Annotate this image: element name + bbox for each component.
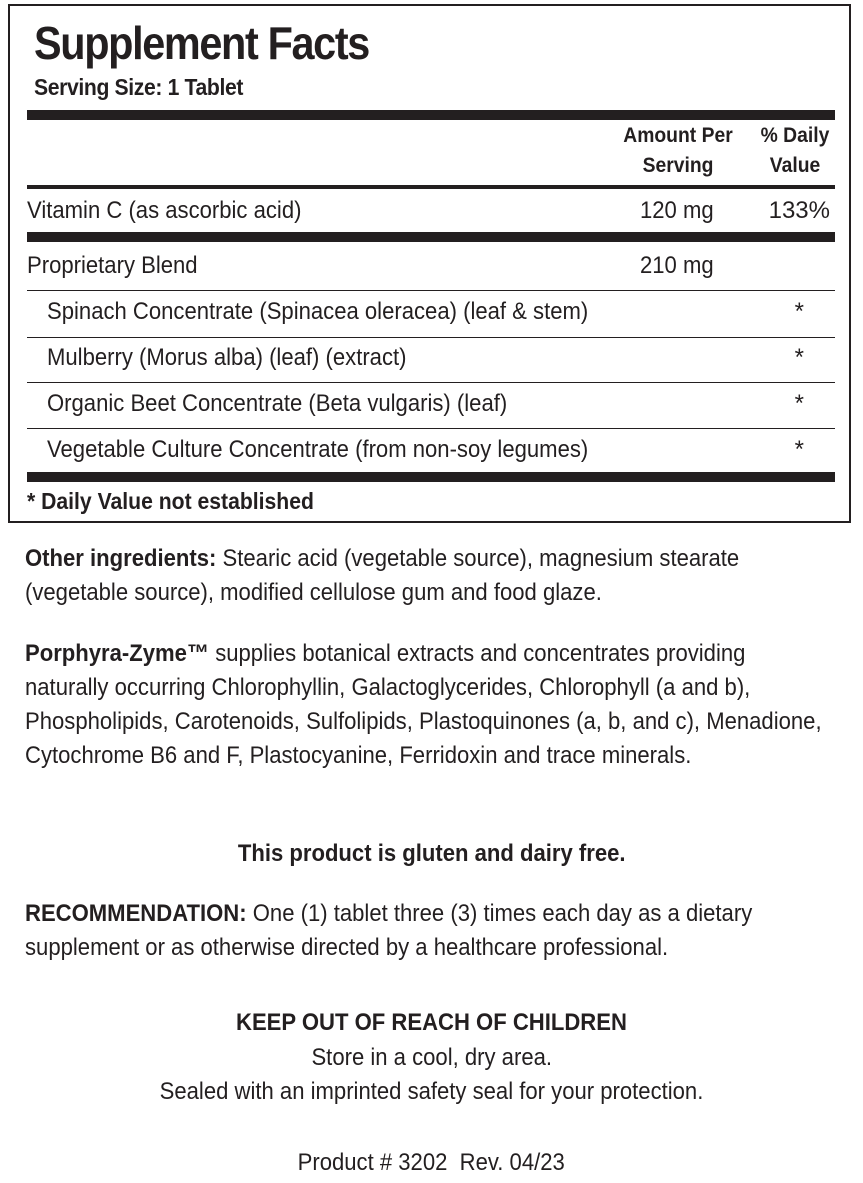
amount-per-serving-header	[618, 121, 738, 181]
thick-divider-bottom	[27, 472, 835, 482]
daily-value-header	[749, 121, 841, 181]
row-divider	[27, 382, 835, 383]
blend-name: Proprietary Blend	[27, 252, 198, 279]
gluten-dairy-text: This product is gluten and dairy free.	[237, 840, 626, 867]
ingredient-daily-value: *	[794, 298, 804, 325]
dv-header-line1: % Daily	[760, 124, 830, 147]
product-number-text: Product # 3202 Rev. 04/23	[297, 1149, 566, 1176]
panel-title: Supplement Facts	[34, 17, 369, 69]
porphyra-zyme-description	[25, 637, 825, 773]
amount-header-line1: Amount Per	[623, 124, 733, 147]
ingredient-name: Vegetable Culture Concentrate (from non-soy legumes)	[47, 436, 589, 463]
children-warning	[0, 1006, 863, 1040]
storage-instructions	[0, 1041, 863, 1075]
safety-seal-note	[0, 1075, 863, 1109]
ingredient-daily-value: *	[794, 344, 804, 371]
row-divider	[27, 290, 835, 291]
other-ingredients	[25, 542, 825, 610]
other-ingredients-text: Stearic acid (vegetable source), magnesium stearate (vegetable source), modified cellulose gum and food glaze.	[25, 545, 740, 606]
porphyra-zyme-text: supplies botanical extracts and concentrates providing naturally occurring Chlorophyllin, Galactoglycerides, Chlorophyll (a and b), Phospholipids, Carotenoids, Sulfolipids, Plastoquinones (a, b, and c), Menadione, Cytochrome B6 and F, Plastocyanine, Ferridoxin and trace minerals.	[25, 640, 822, 769]
thick-divider-top	[27, 110, 835, 120]
ingredient-name: Organic Beet Concentrate (Beta vulgaris) (leaf)	[47, 390, 508, 417]
storage-text: Store in a cool, dry area.	[311, 1044, 552, 1071]
row-divider	[27, 428, 835, 429]
row-divider	[27, 337, 835, 338]
nutrient-name: Vitamin C (as ascorbic acid)	[27, 197, 302, 224]
recommendation-text: One (1) tablet three (3) times each day as a dietary supplement or as otherwise directed by a healthcare professional.	[25, 900, 753, 961]
ingredient-name: Mulberry (Morus alba) (leaf) (extract)	[47, 344, 407, 371]
ingredient-daily-value: *	[794, 436, 804, 463]
amount-header-line2: Serving	[642, 154, 714, 177]
daily-value-footnote: * Daily Value not established	[27, 488, 314, 514]
nutrient-amount: 120 mg	[640, 197, 714, 224]
nutrient-daily-value: 133%	[768, 197, 830, 224]
thick-divider-middle	[27, 232, 835, 242]
recommendation	[25, 897, 835, 965]
product-number	[0, 1146, 863, 1180]
safety-seal-text: Sealed with an imprinted safety seal for your protection.	[159, 1078, 704, 1105]
serving-size: Serving Size: 1 Tablet	[34, 74, 244, 100]
ingredient-daily-value: *	[794, 390, 804, 417]
other-ingredients-label: Other ingredients:	[25, 545, 217, 572]
ingredient-name: Spinach Concentrate (Spinacea oleracea) (leaf & stem)	[47, 298, 589, 325]
dv-header-line2: Value	[769, 154, 821, 177]
recommendation-label: RECOMMENDATION:	[25, 900, 247, 927]
blend-amount: 210 mg	[640, 252, 714, 279]
gluten-dairy-statement	[0, 837, 863, 871]
porphyra-zyme-label: Porphyra-Zyme™	[25, 640, 210, 667]
supplement-facts-panel	[8, 4, 851, 523]
children-warning-text: KEEP OUT OF REACH OF CHILDREN	[236, 1009, 627, 1036]
medium-divider	[27, 185, 835, 189]
